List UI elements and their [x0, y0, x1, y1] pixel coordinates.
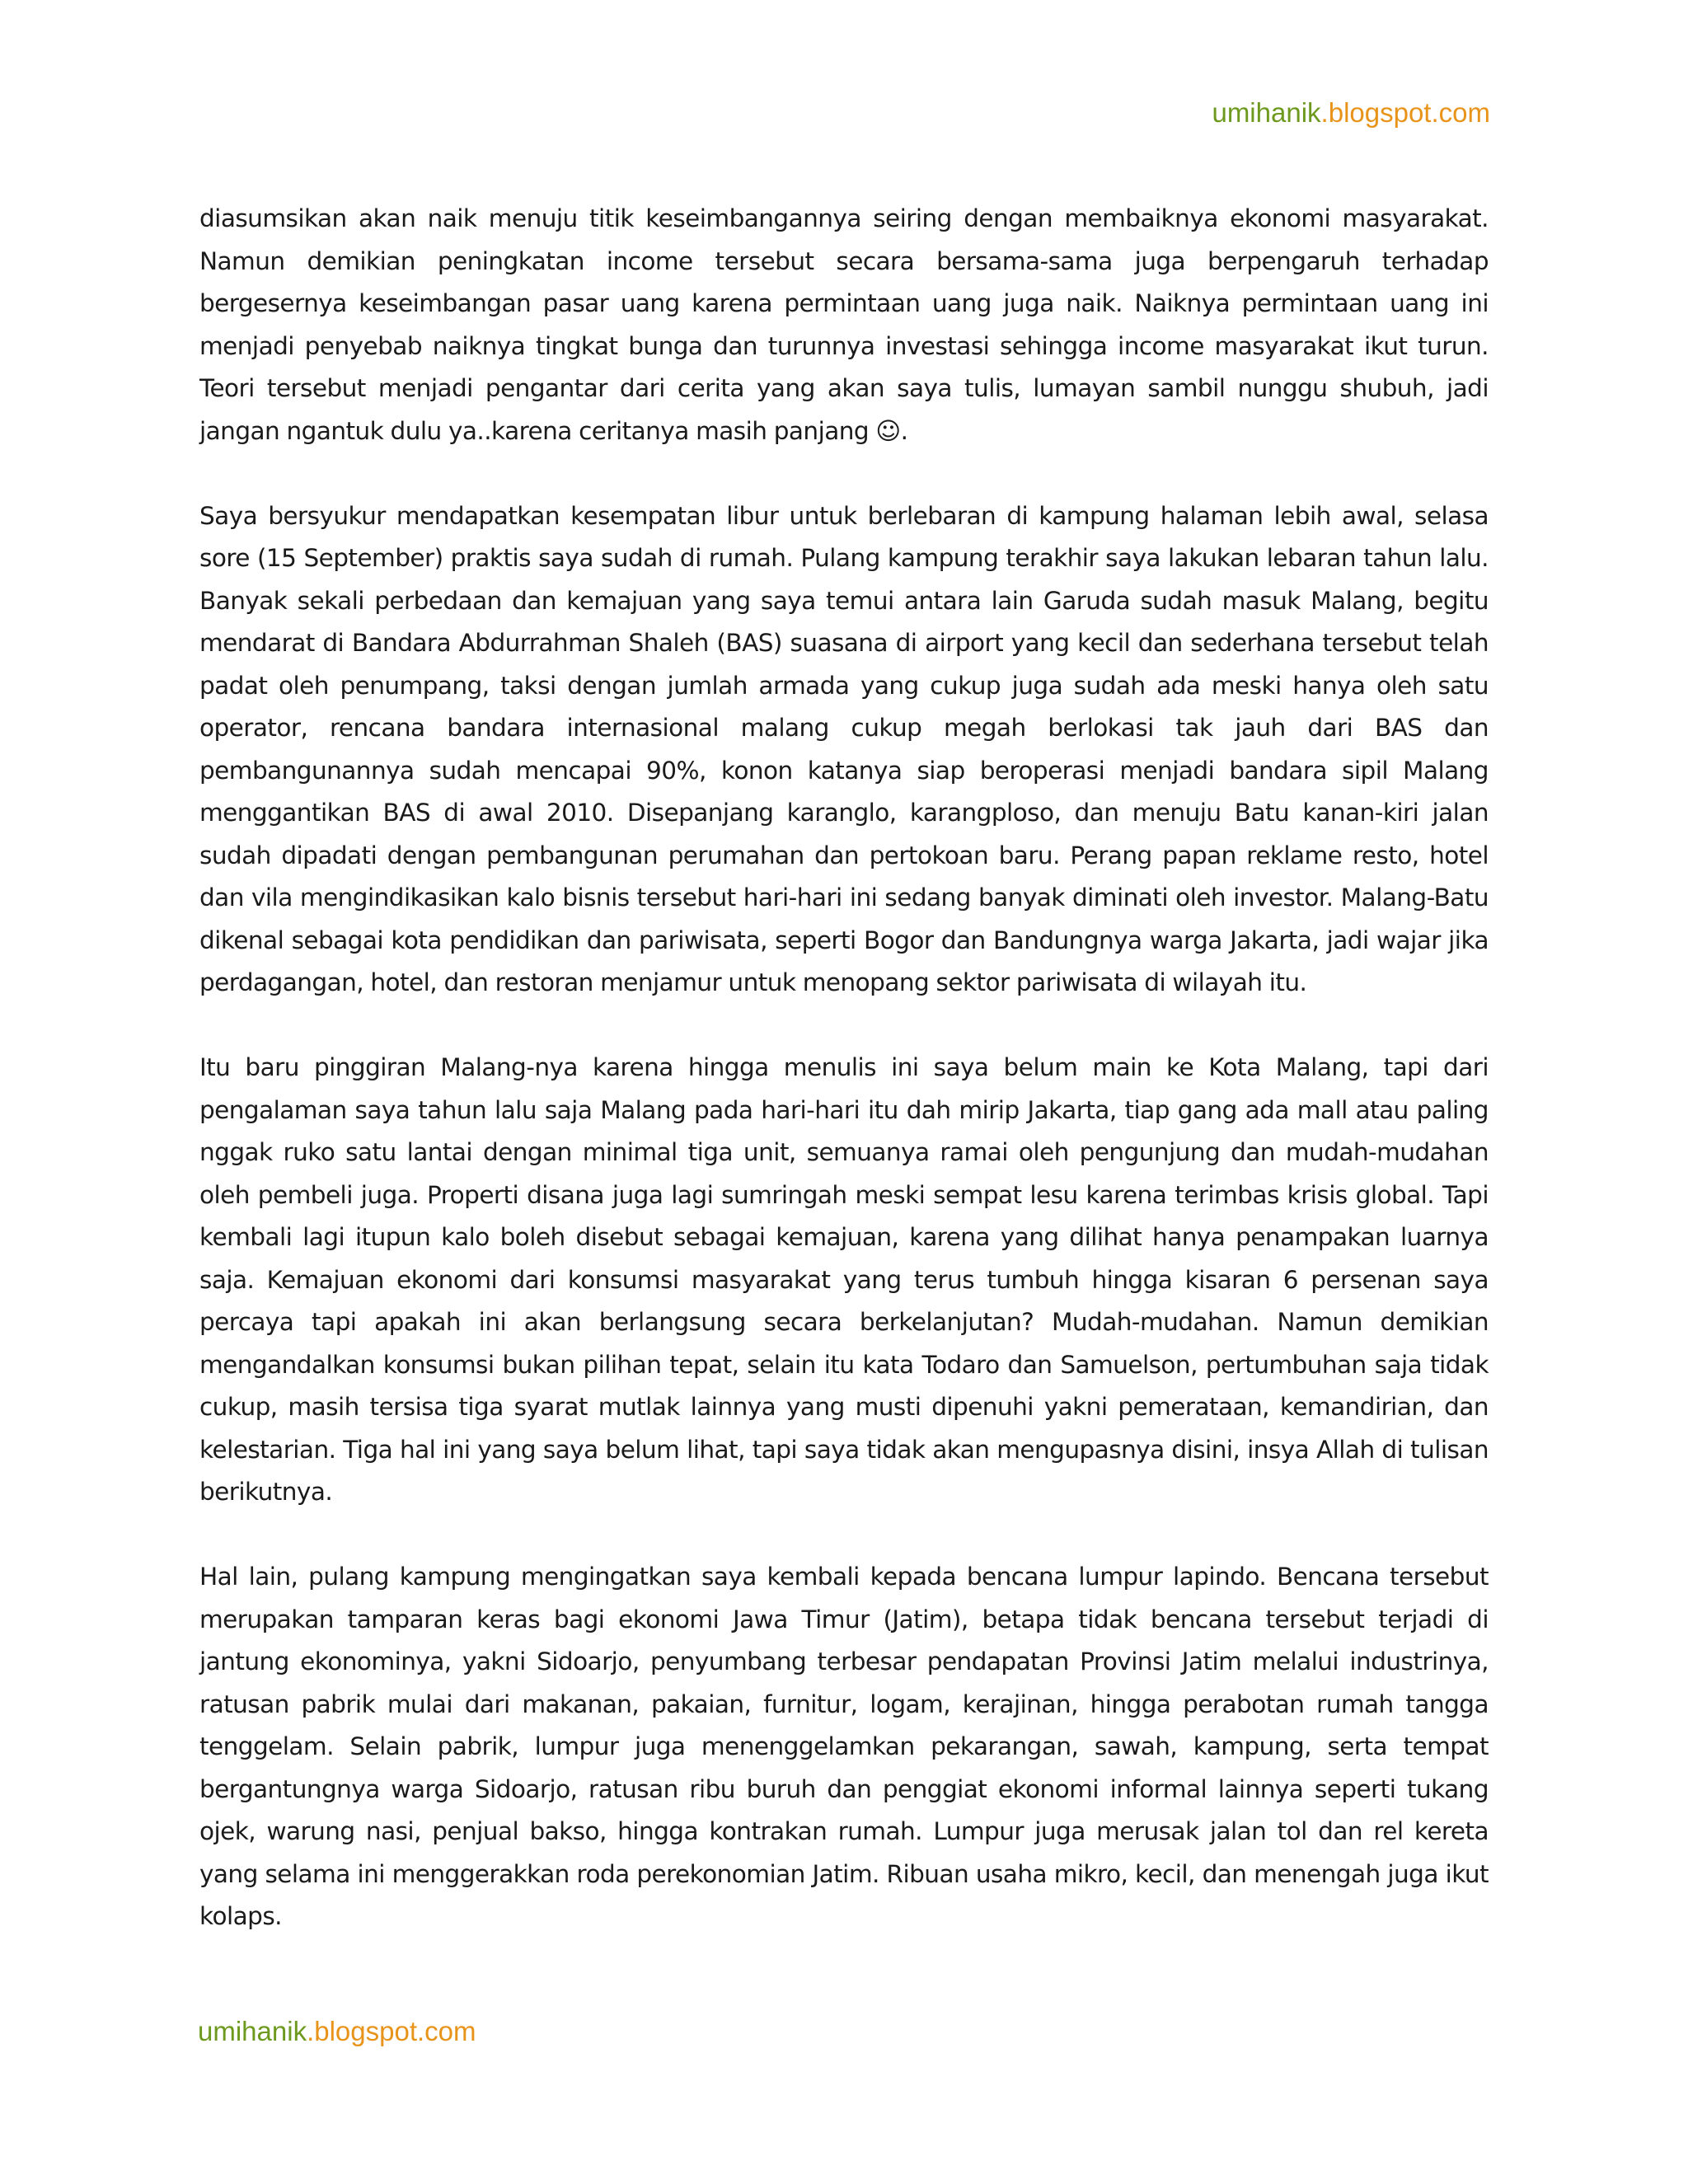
- paragraph-2: Saya bersyukur mendapatkan kesempatan libur untuk berlebaran di kampung halaman lebih awal, selasa sore (15 September) praktis saya sudah di rumah. Pulang kampung terakhir saya lakukan lebaran tahun lalu. Banyak sekali perbedaan dan kemajuan yang saya temui antara lain Garuda sudah masuk Malang, begitu mendarat di Bandara Abdurrahman Shaleh (BAS) suasana di airport yang kecil dan sederhana tersebut telah padat oleh penumpang, taksi dengan jumlah armada yang cukup juga sudah ada meski hanya oleh satu operator, rencana bandara internasional malang cukup megah berlokasi tak jauh dari BAS dan pembangunannya sudah mencapai 90%, konon katanya siap beroperasi menjadi bandara sipil Malang menggantikan BAS di awal 2010. Disepanjang karanglo, karangploso, dan menuju Batu kanan-kiri jalan sudah dipadati dengan pembangunan perumahan dan pertokoan baru. Perang papan reklame resto, hotel dan vila mengindikasikan kalo bisnis tersebut hari-hari ini sedang banyak diminati oleh investor. Malang-Batu dikenal sebagai kota pendidikan dan pariwisata, seperti Bogor dan Bandungnya warga Jakarta, jadi wajar jika perdagangan, hotel, dan restoran menjamur untuk menopang sektor pariwisata di wilayah itu.: [199, 501, 1489, 996]
- article-body: [199, 198, 1489, 1938]
- header-blog-url[interactable]: [1212, 97, 1490, 129]
- footer-blog-url[interactable]: [198, 2016, 476, 2047]
- paragraph-3: Itu baru pinggiran Malang-nya karena hingga menulis ini saya belum main ke Kota Malang, tapi dari pengalaman saya tahun lalu saja Malang pada hari-hari itu dah mirip Jakarta, tiap gang ada mall atau paling nggak ruko satu lantai dengan minimal tiga unit, semuanya ramai oleh pengunjung dan mudah-mudahan oleh pembeli juga. Properti disana juga lagi sumringah meski sempat lesu karena terimbas krisis global. Tapi kembali lagi itupun kalo boleh disebut sebagai kemajuan, karena yang dilihat hanya penampakan luarnya saja. Kemajuan ekonomi dari konsumsi masyarakat yang terus tumbuh hingga kisaran 6 persenan saya percaya tapi apakah ini akan berlangsung secara berkelanjutan? Mudah-mudahan. Namun demikian mengandalkan konsumsi bukan pilihan tepat, selain itu kata Todaro dan Samuelson, pertumbuhan saja tidak cukup, masih tersisa tiga syarat mutlak lainnya yang musti dipenuhi yakni pemerataan, kemandirian, dan kelestarian. Tiga hal ini yang saya belum lihat, tapi saya tidak akan mengupasnya disini, insya Allah di tulisan berikutnya.: [199, 1053, 1489, 1506]
- paragraph-1: diasumsikan akan naik menuju titik keseimbangannya seiring dengan membaiknya ekonomi masyarakat. Namun demikian peningkatan income tersebut secara bersama-sama juga berpengaruh terhadap bergesernya keseimbangan pasar uang karena permintaan uang juga naik. Naiknya permintaan uang ini menjadi penyebab naiknya tingkat bunga dan turunnya investasi sehingga income masyarakat ikut turun. Teori tersebut menjadi pengantar dari cerita yang akan saya tulis, lumayan sambil nunggu shubuh, jadi jangan ngantuk dulu ya..karena ceritanya masih panjang ☺.: [199, 204, 1489, 445]
- footer-site-name: umihanik: [198, 2016, 307, 2046]
- header-site-name: umihanik: [1212, 97, 1321, 128]
- paragraph-4: Hal lain, pulang kampung mengingatkan saya kembali kepada bencana lumpur lapindo. Bencana tersebut merupakan tamparan keras bagi ekonomi Jawa Timur (Jatim), betapa tidak bencana tersebut terjadi di jantung ekonominya, yakni Sidoarjo, penyumbang terbesar pendapatan Provinsi Jatim melalui industrinya, ratusan pabrik mulai dari makanan, pakaian, furnitur, logam, kerajinan, hingga perabotan rumah tangga tenggelam. Selain pabrik, lumpur juga menenggelamkan pekarangan, sawah, kampung, serta tempat bergantungnya warga Sidoarjo, ratusan ribu buruh dan penggiat ekonomi informal lainnya seperti tukang ojek, warung nasi, penjual bakso, hingga kontrakan rumah. Lumpur juga merusak jalan tol dan rel kereta yang selama ini menggerakkan roda perekonomian Jatim. Ribuan usaha mikro, kecil, dan menengah juga ikut kolaps.: [199, 1563, 1489, 1930]
- header-site-domain: .blogspot.com: [1320, 97, 1490, 128]
- footer-site-domain: .blogspot.com: [307, 2016, 476, 2046]
